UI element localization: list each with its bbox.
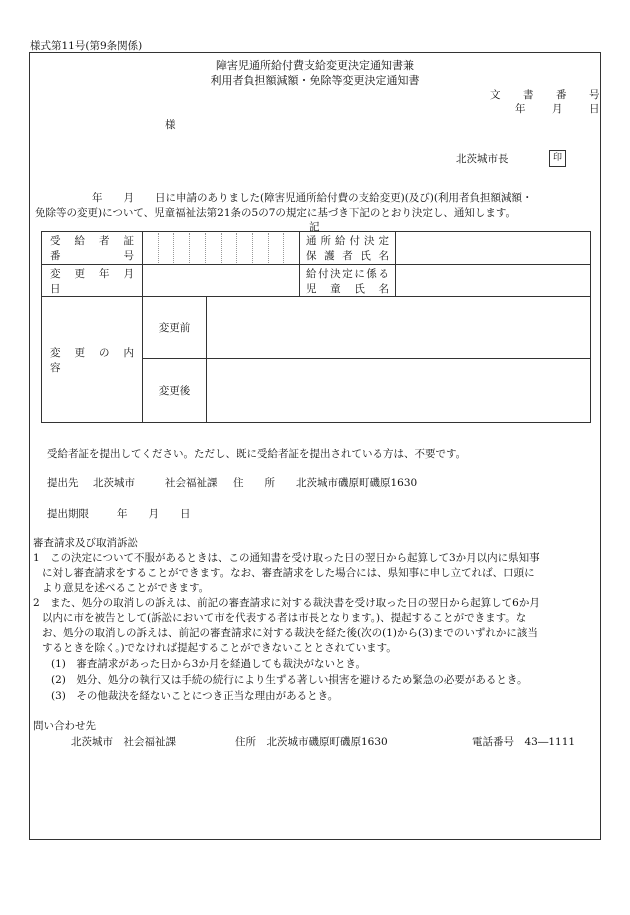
child-name-field[interactable] [396,265,591,297]
form-number: 様式第11号(第9条関係) [30,40,143,52]
after-label: 変更後 [143,359,207,423]
condition-3: (3) その他裁決を経ないことにつき正当な理由があるとき。 [51,690,339,702]
condition-2: (2) 処分、処分の執行又は手続の続行により生ずる著しい損害を避けるため緊急の必要があるとき。 [51,674,528,686]
addressee-suffix: 様 [165,119,176,131]
body-line-2: 免除等の変更)について、児童福祉法第21条の5の7の規定に基づき下記のとおり決定し、通知します。 [35,207,517,219]
before-label: 変更前 [143,297,207,359]
submit-to-label: 提出先 [47,477,79,489]
ki-mark: 記 [309,221,320,233]
appeal-1-line-1: 1 この決定について不服があるときは、この通知書を受け取った日の翌日から起算して3か月以内に県知事 [33,552,540,564]
deadline-label: 提出期限 [47,508,89,520]
appeal-2-line-1: 2 また、処分の取消しの訴えは、前記の審査請求に対する裁決書を受け取った日の翌日から起算して6か月 [33,597,540,609]
guardian-name-label: 通所給付決定 保護者氏名 [300,232,396,265]
title-line-2: 利用者負担額減額・免除等変更決定通知書 [210,74,420,87]
title-line-1: 障害児通所給付費支給変更決定通知書兼 [216,59,414,72]
decision-table [41,231,591,423]
change-content-label: 変 更 の 内 容 [42,297,143,423]
cert-number-label: 受 給 者 証 番 号 [42,232,143,265]
appeal-1-line-2: に対し審査請求をすることができます。なお、審査請求をした場合には、県知事に申し立てれば、口頭に [42,567,535,579]
before-field[interactable] [207,297,591,359]
cert-number-field[interactable] [143,232,300,265]
condition-1: (1) 審査請求があった日から3か月を経過しても裁決がないとき。 [51,658,367,670]
document-number-label: 文 書 番 号 [490,89,606,101]
inquiry-heading: 問い合わせ先 [33,720,96,732]
appeal-1-line-3: より意見を述べることができます。 [42,582,210,594]
guardian-name-field[interactable] [396,232,591,265]
appeal-2-line-3: お、処分の取消しの訴えは、前記の審査請求に対する裁決を経た後(次の(1)から(3)までのいずれかに該当 [42,627,538,639]
deadline-value: 年 月 日 [117,508,191,520]
seal-mark: 印 [549,150,566,167]
submit-notice: 受給者証を提出してください。ただし、既に受給者証を提出されている方は、不要です。 [47,448,467,460]
submit-to-dept: 社会福祉課 [165,477,218,489]
inquiry-city: 北茨城市 社会福祉課 [71,736,176,748]
inquiry-phone: 電話番号 43―1111 [472,736,576,748]
change-date-field[interactable] [143,265,300,297]
date-label: 年 月 日 [515,103,608,115]
submit-to-city: 北茨城市 [93,477,135,489]
child-name-label: 給付決定に係る 児 童 氏 名 [300,265,396,297]
appeal-2-line-4: するときを除く。)でなければ提起することができないこととされています。 [42,642,397,654]
change-date-label: 変 更 年 月 日 [42,265,143,297]
inquiry-address: 住所 北茨城市磯原町磯原1630 [235,736,388,748]
appeal-heading: 審査請求及び取消訴訟 [33,537,138,549]
appeal-2-line-2: 以内に市を被告として(訴訟において市を代表する者は市長となります。)、提起することができます。な [42,612,527,624]
submit-address-label: 住 所 [233,477,275,489]
after-field[interactable] [207,359,591,423]
submit-address: 北茨城市磯原町磯原1630 [296,477,418,489]
body-line-1: 年 月 日に申請のありました(障害児通所給付費の支給変更)(及び)(利用者負担額減額・ [92,192,533,204]
issuer: 北茨城市長 [456,153,509,165]
